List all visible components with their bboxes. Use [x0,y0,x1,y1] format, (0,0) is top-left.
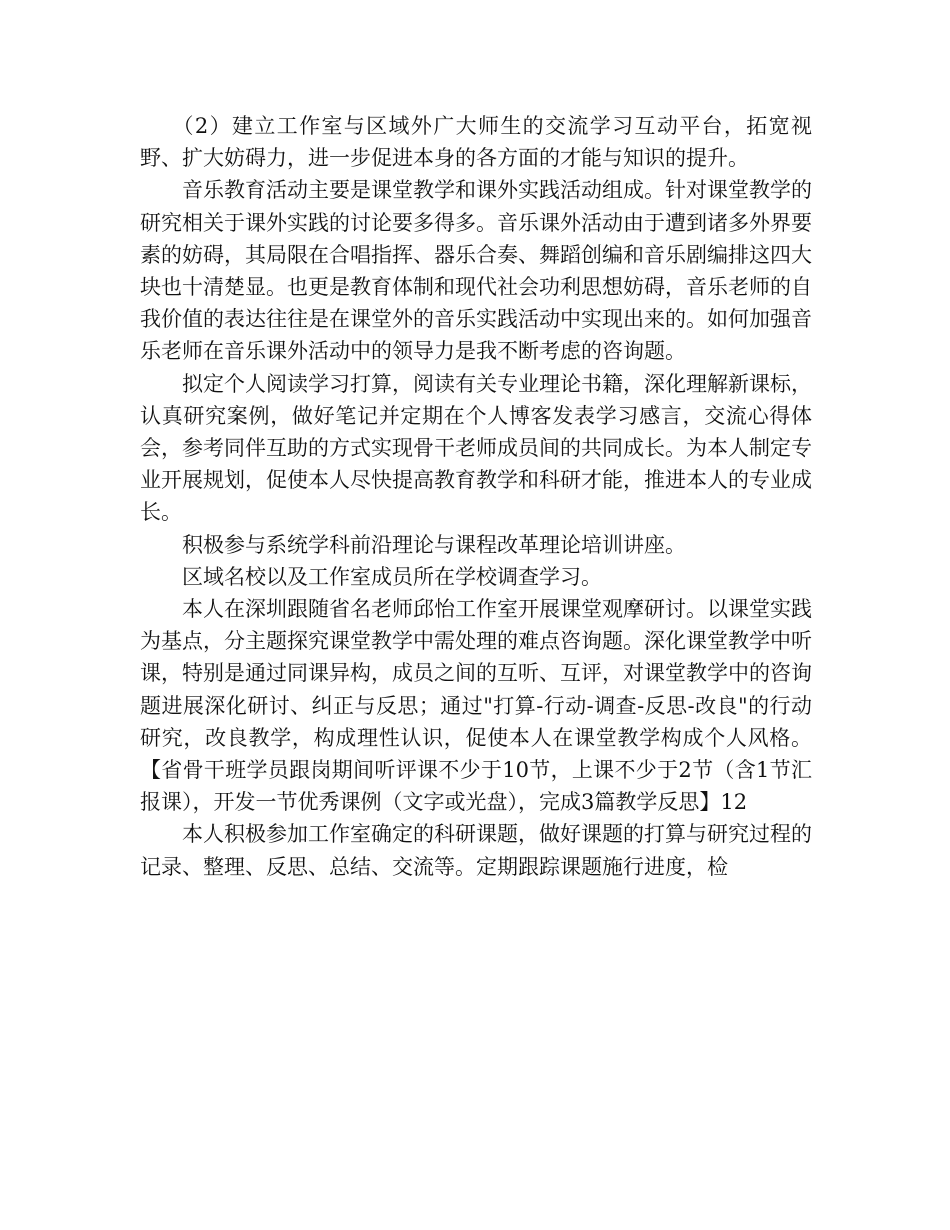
paragraph-lectures: 积极参与系统学科前沿理论与课程改革理论培训讲座。 [182,532,686,557]
paragraph-music-education: 音乐教育活动主要是课堂教学和课外实践活动组成。针对课堂教学的研究相关于课外实践的讨论要多得多。音乐课外活动由于遭到诸多外界要素的妨碍，其局限在合唱指挥、器乐合奏、舞蹈创编和音乐剧编排这四大块也十清楚显。也更是教育体制和现代社会功利思想妨碍，音乐老师的自我价值的表达往往是在课堂外的音乐实践活动中实现出来的。如何加强音乐老师在音乐课外活动中的领导力是我不断考虑的咨询题。 [140,178,812,364]
document-body [140,110,812,883]
paragraph-school-visits: 区域名校以及工作室成员所在学校调查学习。 [182,564,602,589]
paragraph-platform: （2）建立工作室与区域外广大师生的交流学习互动平台，拓宽视野、扩大妨碍力，进一步促进本身的各方面的才能与知识的提升。 [140,114,812,171]
paragraph-classroom-observation: 本人在深圳跟随省名老师邱怡工作室开展课堂观摩研讨。以课堂实践为基点，分主题探究课堂教学中需处理的难点咨询题。深化课堂教学中听课，特别是通过同课异构，成员之间的互听、互评，对课堂教学中的咨询题进展深化研讨、纠正与反思；通过"打算-行动-调查-反思-改良"的行动研究，改良教学，构成理性认识，促使本人在课堂教学构成个人风格。【省骨干班学员跟岗期间听评课不少于10节，上课不少于2节（含1节汇报课），开发一节优秀课例（文字或光盘），完成3篇教学反思】12 [140,597,812,815]
paragraph-reading-plan: 拟定个人阅读学习打算，阅读有关专业理论书籍，深化理解新课标，认真研究案例，做好笔记并定期在个人博客发表学习感言，交流心得体会，参考同伴互助的方式实现骨干老师成员间的共同成长。为本人制定专业开展规划，促使本人尽快提高教育教学和科研才能，推进本人的专业成长。 [140,371,812,525]
paragraph-research-topic: 本人积极参加工作室确定的科研课题，做好课题的打算与研究过程的记录、整理、反思、总结、交流等。定期跟踪课题施行进度，检 [140,822,812,879]
